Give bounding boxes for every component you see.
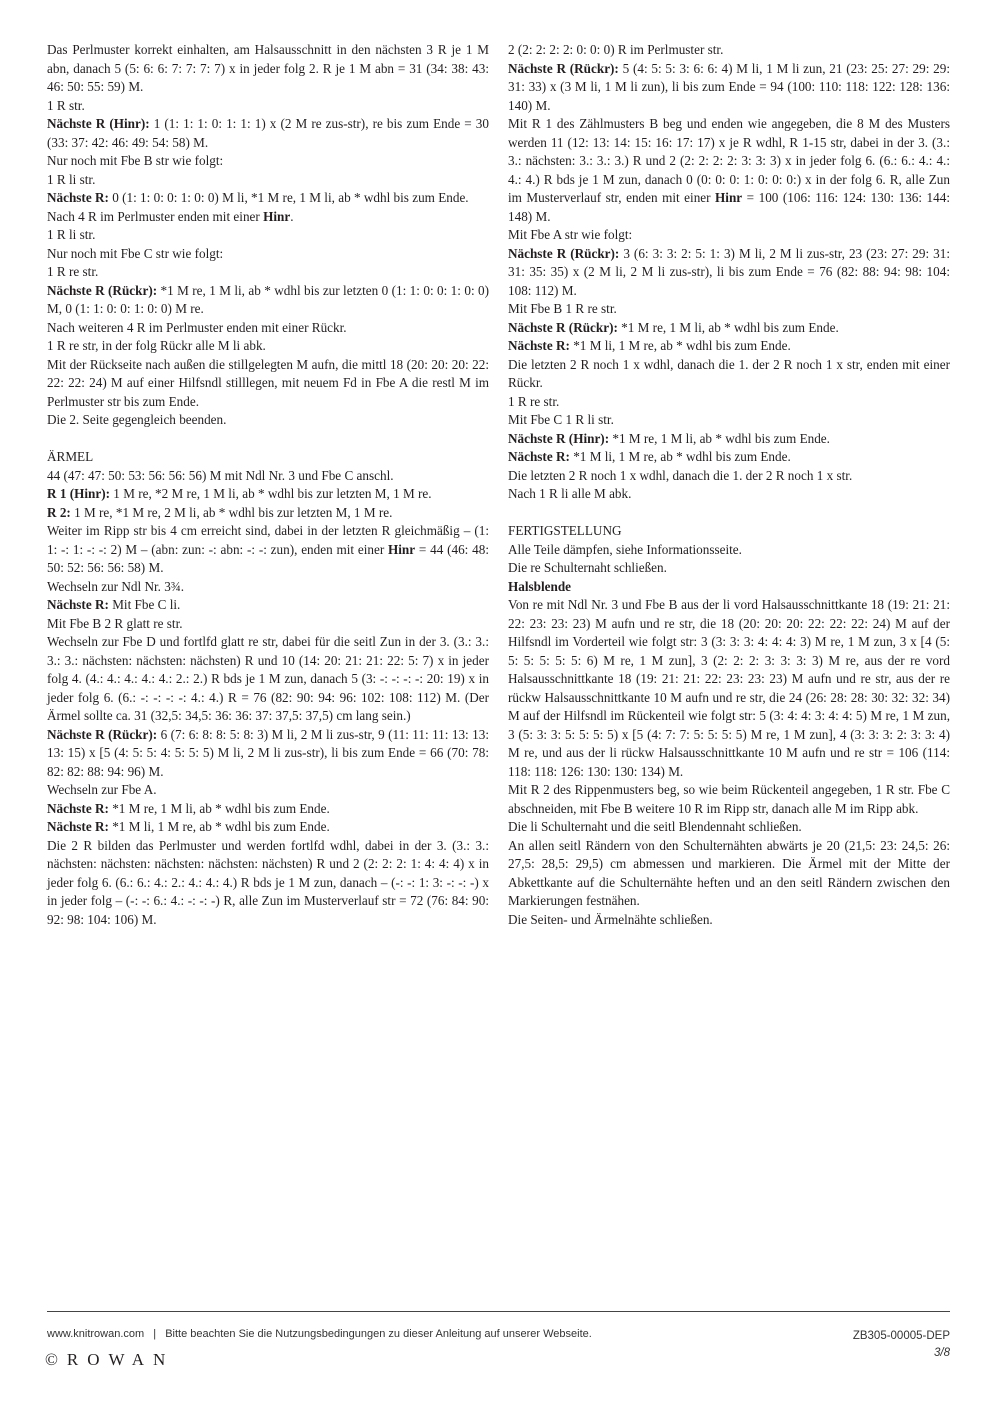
paragraph — [508, 818, 950, 837]
paragraph — [47, 467, 489, 486]
paragraph-text: 1 R re str. — [47, 264, 99, 279]
paragraph — [47, 615, 489, 634]
paragraph — [508, 448, 950, 467]
paragraph — [508, 115, 950, 226]
paragraph-text: Das Perlmuster korrekt einhalten, am Halsausschnitt in den nächsten 3 R je 1 M abn, danach 5 (5: 6: 6: 7: 7: 7: 7) x in jeder folg 2. R je 1 M abn = 31 (34: 38: 43: 46: 50: 55: 59) M. — [47, 42, 489, 94]
paragraph-text: An allen seitl Rändern von den Schulternähten abwärts je 20 (21,5: 23: 24,5: 26: 27,5: 28,5: 29,5) cm abmessen und markieren. Die Ärmel mit der Mitte der Abkettkante auf die Schulternähte heften und an den seitl Rändern zwischen den Markierungen festnähen. — [508, 837, 950, 908]
row-label: Nächste R (Rückr): — [508, 245, 620, 261]
paragraph-text: *1 M re, 1 M li, ab * wdhl bis zum Ende. — [609, 430, 830, 446]
paragraph-text: *1 M li, 1 M re, ab * wdhl bis zum Ende. — [569, 338, 791, 353]
paragraph-gap — [508, 504, 950, 523]
paragraph — [47, 282, 489, 319]
left-column — [47, 41, 489, 929]
footer-divider — [47, 1311, 950, 1312]
paragraph — [47, 781, 489, 800]
paragraph — [508, 578, 950, 597]
paragraph — [508, 226, 950, 245]
paragraph-text: 1 R re str. — [508, 393, 560, 409]
paragraph-text: Mit Fbe A str wie folgt: — [508, 227, 633, 242]
row-label: Nächste R: — [508, 338, 570, 353]
inline-bold: Hinr — [263, 208, 291, 224]
paragraph-text: 1 (1: 1: 1: 0: 1: 1: 1) x (2 M re zus-str), re bis zum Ende = 30 (33: 37: 42: 46: 49: 54: 58) M. — [47, 116, 489, 150]
paragraph — [47, 208, 489, 227]
paragraph-text: 0 (1: 1: 0: 0: 1: 0: 0) M li, *1 M re, 1 M li, ab * wdhl bis zum Ende. — [108, 190, 469, 205]
paragraph-text: Mit Fbe C 1 R li str. — [508, 412, 614, 427]
paragraph — [508, 522, 950, 541]
paragraph-text: Nach 1 R li alle M abk. — [508, 486, 632, 501]
paragraph — [508, 337, 950, 356]
paragraph — [47, 578, 489, 597]
paragraph — [508, 485, 950, 504]
paragraph — [508, 411, 950, 430]
paragraph — [508, 60, 950, 116]
paragraph-text: Mit Fbe C li. — [108, 597, 181, 612]
paragraph-text: *1 M re, 1 M li, ab * wdhl bis zur letzten 0 (1: 1: 0: 0: 1: 0: 0) M, 0 (1: 1: 0: 0: 1: 0: 0) M re. — [47, 282, 489, 316]
paragraph-text: Die re Schulternaht schließen. — [508, 560, 667, 575]
row-label: Nächste R: — [508, 449, 570, 464]
paragraph — [47, 596, 489, 615]
row-label: Nächste R (Hinr): — [508, 430, 610, 446]
paragraph-text: ÄRMEL — [47, 449, 94, 464]
row-label: Nächste R: — [47, 597, 109, 612]
paragraph-text: Wechseln zur Fbe D und fortlfd glatt re str, dabei für die seitl Zun in der 3. (3.: 3.: 3.: 3.: nächsten: nächsten: nächsten) R und 10 (14: 20: 21: 21: 22: 5: 7) x in jeder folg 4. (4.: 4.: 4.: 4.: 4.: 2.: 2.) R bds je 1 M zun, danach 5 (3: -: -: -: -: 20: 19) x in jeder folg 6. (6.: -: -: -: -: 4.: 4.) R = 76 (82: 90: 94: 96: 102: 108: 112) M. (Der Ärmel sollte ca. 31 (32,5: 34,5: 36: 36: 37: 37,5: 37,5) cm lang sein.) — [47, 634, 489, 723]
paragraph — [508, 319, 950, 338]
paragraph — [47, 171, 489, 190]
paragraph — [47, 522, 489, 578]
right-column — [508, 41, 950, 929]
paragraph — [47, 504, 489, 523]
paragraph-text: Wechseln zur Ndl Nr. 3¾. — [47, 578, 185, 594]
paragraph-text: 1 R li str. — [47, 171, 96, 187]
paragraph-text: 1 R re str, in der folg Rückr alle M li abk. — [47, 338, 266, 353]
terms-notice: Bitte beachten Sie die Nutzungsbedingungen zu dieser Anleitung auf unserer Webseite. — [165, 1328, 592, 1340]
pattern-code: ZB305-00005-DEP — [852, 1330, 950, 1342]
row-label: Halsblende — [508, 578, 572, 594]
paragraph — [47, 448, 489, 467]
paragraph — [47, 726, 489, 782]
paragraph — [508, 430, 950, 449]
paragraph — [508, 596, 950, 781]
paragraph — [508, 356, 950, 393]
paragraph-text: Mit Fbe B 1 R re str. — [508, 301, 617, 316]
paragraph — [47, 633, 489, 726]
paragraph — [47, 356, 489, 412]
paragraph — [508, 300, 950, 319]
footer-separator: | — [153, 1328, 157, 1340]
paragraph — [47, 245, 489, 264]
paragraph-text: Die 2. Seite gegengleich beenden. — [47, 412, 227, 427]
paragraph — [47, 226, 489, 245]
paragraph-text: Die Seiten- und Ärmelnähte schließen. — [508, 911, 713, 927]
paragraph — [508, 837, 950, 911]
paragraph-text: 1 M re, *2 M re, 1 M li, ab * wdhl bis zur letzten M, 1 M re. — [110, 486, 432, 501]
paragraph-text: Mit Fbe B 2 R glatt re str. — [47, 615, 183, 631]
paragraph-text: 2 (2: 2: 2: 2: 0: 0: 0) R im Perlmuster str. — [508, 42, 724, 57]
paragraph-text: 3 (6: 3: 3: 2: 5: 1: 3) M li, 2 M li zus-str, 23 (23: 27: 29: 31: 31: 35: 35) x (2 M li, 2 M li zus-str), li bis zum Ende = 76 (82: 88: 94: 98: 104: 108: 112) M. — [508, 245, 950, 298]
paragraph-text: = 100 (106: 116: 124: 130: 136: 144: 148) M. — [508, 190, 950, 224]
row-label: Nächste R (Rückr): — [508, 319, 618, 335]
paragraph-text: *1 M li, 1 M re, ab * wdhl bis zum Ende. — [569, 449, 791, 464]
paragraph-text: Die li Schulternaht und die seitl Blendennaht schließen. — [508, 819, 802, 834]
paragraph-text: *1 M li, 1 M re, ab * wdhl bis zum Ende. — [108, 819, 330, 834]
paragraph — [47, 800, 489, 819]
row-label: R 2: — [47, 504, 71, 520]
paragraph — [508, 245, 950, 301]
paragraph-text: Die letzten 2 R noch 1 x wdhl, danach die 1. der 2 R noch 1 x str. — [508, 467, 853, 483]
row-label: R 1 (Hinr): — [47, 486, 110, 501]
paragraph-text: Nur noch mit Fbe B str wie folgt: — [47, 153, 224, 168]
paragraph — [47, 818, 489, 837]
paragraph-text: 6 (7: 6: 8: 8: 5: 8: 3) M li, 2 M li zus-str, 9 (11: 11: 11: 13: 13: 13: 15) x [5 (4: 5: 5: 4: 5: 5: 5) M li, 2 M li zus-str), li bis zum Ende = 66 (70: 78: 82: 82: 88: 94: 96) M. — [47, 726, 490, 779]
paragraph-text: Mit R 2 des Rippenmusters beg, so wie beim Rückenteil angegeben, 1 R str. Fbe C abschneiden, mit Fbe B weitere 10 R im Ripp str, danach alle M im Ripp abk. — [508, 782, 950, 816]
paragraph-text: . — [290, 208, 294, 224]
footer-notice — [47, 1328, 592, 1340]
page-number: 3/8 — [934, 1347, 950, 1359]
paragraph-text: 1 M re, *1 M re, 2 M li, ab * wdhl bis zur letzten M, 1 M re. — [70, 504, 393, 520]
paragraph-text: Nur noch mit Fbe C str wie folgt: — [47, 245, 224, 261]
paragraph — [47, 485, 489, 504]
paragraph — [47, 837, 489, 930]
paragraph-text: = 44 (46: 48: 50: 52: 56: 56: 58) M. — [47, 541, 489, 575]
paragraph-gap — [47, 430, 489, 449]
paragraph — [508, 781, 950, 818]
paragraph-text: FERTIGSTELLUNG — [508, 523, 622, 538]
paragraph-text: Die 2 R bilden das Perlmuster und werden fortlfd wdhl, dabei in der 3. (3.: 3.: nächsten: nächsten: nächsten: nächsten: nächsten) R und 2 (2: 2: 2: 1: 4: 4: 4) x in jeder folg 6. (6.: 6.: 4.: 2.: 4.: 4.: 4.) R bds je 1 M zun, danach – (-: -: 1: 3: -: -: -) x in jeder folg – (-: -: 6.: 4.: -: -: -) R, alle Zun im Musterverlauf str = 72 (76: 84: 90: 92: 98: 104: 106) M. — [47, 837, 489, 927]
paragraph-text: Weiter im Ripp str bis 4 cm erreicht sind, dabei in der letzten R gleichmäßig – (1: 1: -: 1: -: -: 2) M – (abn: zun: -: abn: -: -: zun), enden mit einer — [47, 523, 489, 557]
paragraph — [508, 541, 950, 560]
paragraph — [47, 41, 489, 97]
paragraph — [508, 559, 950, 578]
paragraph — [47, 337, 489, 356]
paragraph — [47, 319, 489, 338]
paragraph — [47, 189, 489, 208]
rowan-logo: ©ROWAN — [45, 1350, 175, 1369]
paragraph-text: Nach weiteren 4 R im Perlmuster enden mit einer Rückr. — [47, 319, 347, 335]
row-label: Nächste R (Hinr): — [47, 116, 150, 131]
paragraph-text: 5 (4: 5: 5: 3: 6: 6: 4) M li, 1 M li zun, 21 (23: 25: 27: 29: 29: 31: 33) x (3 M li, 1 M li zun), li bis zum Ende = 94 (100: 110: 118: 122: 128: 136: 140) M. — [508, 60, 950, 113]
row-label: Nächste R (Rückr): — [508, 60, 619, 76]
paragraph — [47, 152, 489, 171]
paragraph — [47, 411, 489, 430]
paragraph-text: Nach 4 R im Perlmuster enden mit einer — [47, 208, 264, 224]
paragraph-text: 44 (47: 47: 50: 53: 56: 56: 56) M mit Ndl Nr. 3 und Fbe C anschl. — [47, 467, 394, 483]
paragraph-text: *1 M re, 1 M li, ab * wdhl bis zum Ende. — [617, 319, 839, 335]
row-label: Nächste R (Rückr): — [47, 282, 158, 298]
website-link[interactable]: www.knitrowan.com — [47, 1328, 145, 1340]
inline-bold: Hinr — [715, 190, 743, 205]
paragraph-text: 1 R li str. — [47, 227, 96, 242]
paragraph — [508, 393, 950, 412]
row-label: Nächste R: — [47, 819, 109, 834]
paragraph — [47, 115, 489, 152]
paragraph-text: Die letzten 2 R noch 1 x wdhl, danach die 1. der 2 R noch 1 x str, enden mit einer Rückr. — [508, 356, 950, 390]
paragraph — [47, 263, 489, 282]
paragraph — [508, 41, 950, 60]
row-label: Nächste R: — [47, 190, 109, 205]
paragraph-text: Mit R 1 des Zählmusters B beg und enden wie angegeben, die 8 M des Musters werden 11 (12: 13: 14: 15: 16: 17: 17) x je R wdhl, R 1-15 str, dabei in der 3. (3.: 3.: nächsten: 3.: 3.: 3.) R und 2 (2: 2: 2: 2: 3: 3: 3) x in jeder folg 6. (6.: 6.: 4.: 4.: 4.: 4.) R bds je 1 M zun, danach 0 (0: 0: 0: 1: 0: 0: 0:) x in der folg 6. R, alle Zun im Musterverlauf str, enden mit einer — [508, 116, 950, 205]
footer-meta — [853, 1328, 950, 1362]
paragraph-text: Von re mit Ndl Nr. 3 und Fbe B aus der li vord Halsausschnittkante 18 (19: 21: 21: 22: 23: 23: 23) M aufn und re str, die 18 (20: 20: 20: 22: 22: 22: 24) M auf der Hilfsndl im Vorderteil wie folgt str: 3 (3: 3: 3: 4: 4: 4: 3) M re, 1 M zun, 3 x [4 (5: 5: 5: 5: 5: 5: 6) M re, 1 M zun], 3 (2: 2: 2: 3: 3: 3: 3) M re, aus der re vord Halsausschnittkante 18 (19: 21: 21: 22: 23: 23: 23) M aufn und re str, aus der re rückw Halsausschnittkante 10 M aufn und re str, die 24 (26: 28: 28: 30: 32: 32: 34) M auf der Hilfsndl im Rückenteil wie folgt str: 5 (3: 4: 4: 3: 4: 4: 5) M re, 1 M zun, 3 (5: 3: 3: 5: 5: 5: 5) x [5 (4: 7: 7: 5: 5: 5: 5) M re, 1 M zun], 4 (3: 3: 3: 2: 3: 3: 4) M re, und aus der li rückw Halsausschnittkante 10 M aufn und re str = 106 (114: 118: 118: 126: 130: 130: 134) M. — [508, 597, 950, 779]
paragraph-text: Alle Teile dämpfen, siehe Informationsseite. — [508, 541, 742, 557]
row-label: Nächste R: — [47, 800, 109, 816]
paragraph-text: 1 R str. — [47, 97, 85, 113]
row-label: Nächste R (Rückr): — [47, 726, 158, 742]
paragraph — [508, 911, 950, 930]
paragraph-text: *1 M re, 1 M li, ab * wdhl bis zum Ende. — [108, 800, 330, 816]
inline-bold: Hinr — [388, 541, 416, 557]
paragraph — [508, 467, 950, 486]
paragraph — [47, 97, 489, 116]
paragraph-text: Wechseln zur Fbe A. — [47, 782, 157, 797]
paragraph-text: Mit der Rückseite nach außen die stillgelegten M aufn, die mittl 18 (20: 20: 20: 22: 22: 22: 24) M auf einer Hilfsndl stilllegen, mit neuem Fd in Fbe A die restl M im Perlmuster str bis zum Ende. — [47, 356, 489, 409]
